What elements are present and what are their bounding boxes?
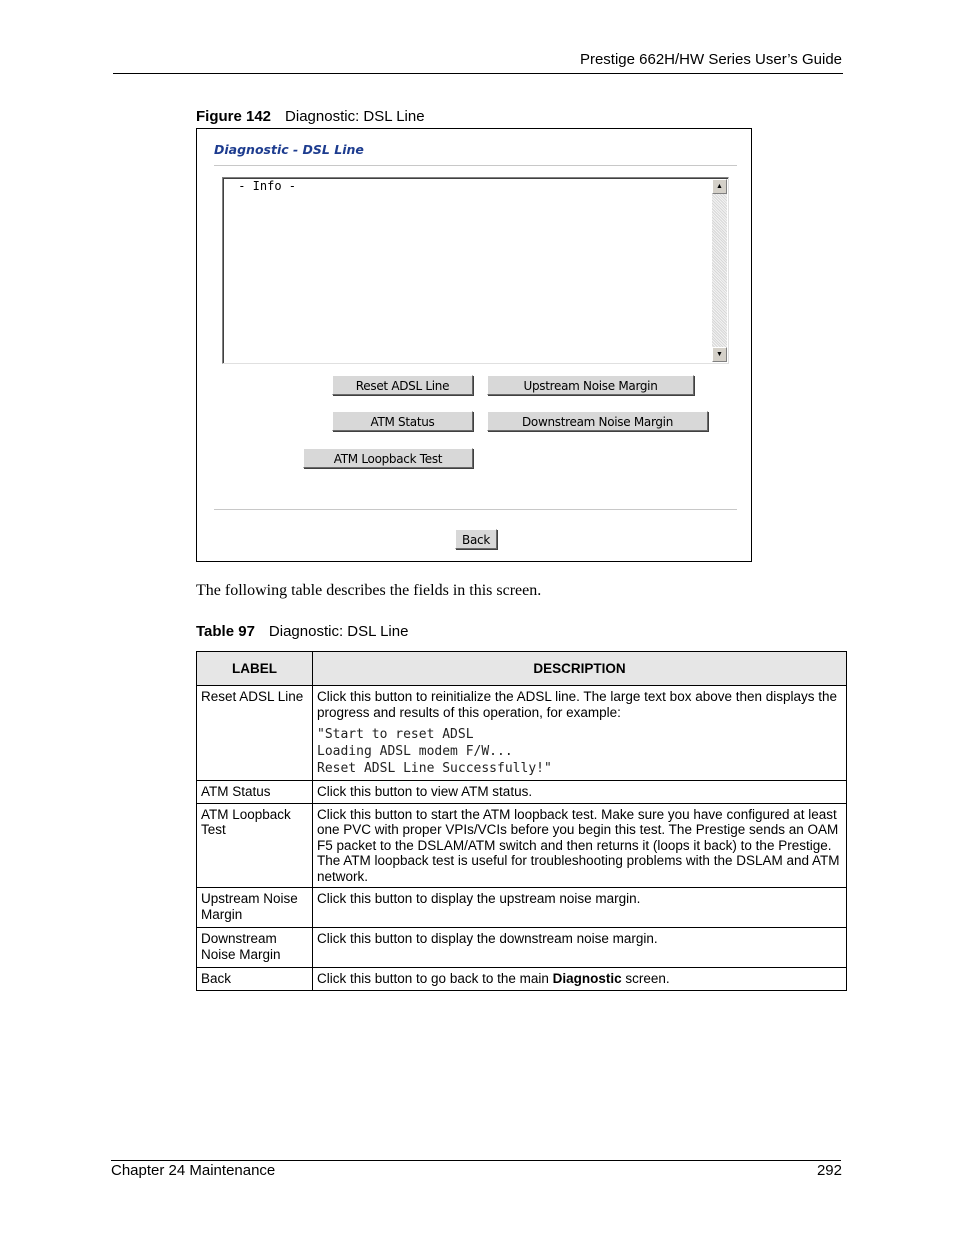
row-label: Downstream Noise Margin — [197, 928, 313, 968]
column-header-label: LABEL — [197, 652, 313, 686]
scroll-down-arrow-icon[interactable]: ▼ — [712, 347, 727, 362]
table-row — [197, 968, 847, 991]
table-number: Table 97 — [196, 623, 255, 640]
row-label: Reset ADSL Line — [197, 686, 313, 781]
footer-page-number: 292 — [816, 1162, 842, 1179]
atm-status-button[interactable]: ATM Status — [332, 411, 473, 431]
row-description — [313, 686, 847, 781]
table-caption — [196, 623, 408, 640]
figure-number: Figure 142 — [196, 108, 272, 125]
screenshot-figure — [196, 128, 752, 562]
table-row — [197, 686, 847, 781]
description-text: Click this button to reinitialize the ADSL line. The large text box above then displays the progress and results of this operation, for example: — [317, 689, 838, 720]
atm-loopback-test-button[interactable]: ATM Loopback Test — [303, 448, 473, 468]
description-text-end: screen. — [621, 971, 670, 986]
downstream-noise-margin-button[interactable]: Downstream Noise Margin — [487, 411, 708, 431]
title-divider — [214, 165, 737, 167]
description-text: Click this button to go back to the main — [317, 971, 553, 986]
back-button[interactable]: Back — [455, 529, 497, 549]
table-row — [197, 803, 847, 888]
scrollbar[interactable] — [712, 179, 727, 362]
row-label: ATM Loopback Test — [197, 803, 313, 888]
figure-title: Diagnostic: DSL Line — [285, 108, 425, 125]
description-table — [196, 651, 847, 991]
footer-chapter: Chapter 24 Maintenance — [111, 1162, 276, 1179]
intro-paragraph: The following table describes the fields in this screen. — [196, 582, 542, 599]
info-text: - Info - — [231, 179, 297, 193]
column-header-description: DESCRIPTION — [313, 652, 847, 686]
footer-divider — [214, 509, 737, 511]
row-description — [313, 968, 847, 991]
running-header: Prestige 662H/HW Series User’s Guide — [579, 51, 842, 68]
info-textarea[interactable] — [222, 177, 729, 364]
figure-caption — [196, 108, 425, 125]
table-row — [197, 888, 847, 928]
row-label: Upstream Noise Margin — [197, 888, 313, 928]
screen-title: Diagnostic - DSL Line — [214, 142, 364, 157]
row-description: Click this button to start the ATM loopback test. Make sure you have configured at least one PVC with proper VPIs/VCIs before you begin this test. The Prestige sends an OAM F5 packet to the DSLAM/ATM switch and then returns it (loops it back) to the Prestige. The ATM loopback test is useful for troubleshooting problems with the DSLAM and ATM network. — [313, 803, 847, 888]
description-bold-term: Diagnostic — [552, 971, 622, 986]
example-output: "Start to reset ADSL Loading ADSL modem F/W... Reset ADSL Line Successfully!" — [317, 727, 552, 776]
table-row — [197, 928, 847, 968]
table-header-row — [197, 652, 847, 686]
row-description: Click this button to display the downstream noise margin. — [313, 928, 847, 968]
scroll-up-arrow-icon[interactable]: ▲ — [712, 179, 727, 194]
row-label: ATM Status — [197, 781, 313, 804]
row-description: Click this button to view ATM status. — [313, 781, 847, 804]
reset-adsl-line-button[interactable]: Reset ADSL Line — [332, 375, 473, 395]
row-label: Back — [197, 968, 313, 991]
table-row — [197, 781, 847, 804]
table-title: Diagnostic: DSL Line — [268, 623, 409, 640]
footer-rule — [111, 1160, 841, 1161]
row-description: Click this button to display the upstream noise margin. — [313, 888, 847, 928]
header-rule — [113, 73, 843, 74]
upstream-noise-margin-button[interactable]: Upstream Noise Margin — [487, 375, 694, 395]
